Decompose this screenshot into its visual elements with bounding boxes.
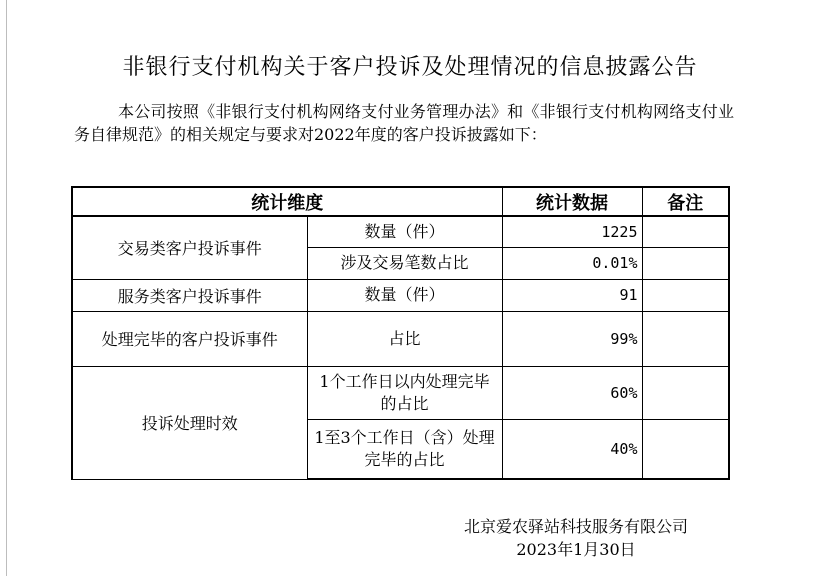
- value-cell: 0.01%: [502, 247, 642, 279]
- value-cell: 99%: [502, 311, 642, 366]
- note-cell: [642, 247, 729, 279]
- metric-cell: 占比: [307, 311, 502, 366]
- table-row: [72, 366, 729, 419]
- metric-cell: 涉及交易笔数占比: [307, 247, 502, 279]
- signature-block: [464, 515, 688, 561]
- page-title: 非银行支付机构关于客户投诉及处理情况的信息披露公告: [122, 55, 698, 80]
- note-cell: [642, 279, 729, 311]
- complaint-statistics-table: [71, 186, 730, 480]
- metric-cell: 1个工作日以内处理完毕的占比: [307, 366, 502, 419]
- value-cell: 60%: [502, 366, 642, 419]
- value-cell: 91: [502, 279, 642, 311]
- metric-cell: 1至3个工作日（含）处理完毕的占比: [307, 419, 502, 479]
- header-dimension: 统计维度: [72, 187, 502, 216]
- intro-paragraph: 本公司按照《非银行支付机构网络支付业务管理办法》和《非银行支付机构网络支付业务自律规范》的相关规定与要求对2022年度的客户投诉披露如下：: [74, 102, 734, 144]
- category-cell: 处理完毕的客户投诉事件: [72, 311, 307, 366]
- header-data: 统计数据: [502, 187, 642, 216]
- table-row: [72, 279, 729, 311]
- table-row: [72, 311, 729, 366]
- category-cell: 服务类客户投诉事件: [72, 279, 307, 311]
- metric-cell: 数量（件）: [307, 279, 502, 311]
- header-note: 备注: [642, 187, 729, 216]
- table-row: [72, 216, 729, 247]
- note-cell: [642, 366, 729, 419]
- value-cell: 1225: [502, 216, 642, 247]
- announcement-date: 2023年1月30日: [516, 540, 636, 559]
- metric-cell: 数量（件）: [307, 216, 502, 247]
- category-cell: 投诉处理时效: [72, 366, 307, 479]
- note-cell: [642, 216, 729, 247]
- category-cell: 交易类客户投诉事件: [72, 216, 307, 279]
- page-edge: [6, 0, 7, 576]
- note-cell: [642, 419, 729, 479]
- company-name: 北京爱农驿站科技服务有限公司: [463, 517, 688, 536]
- note-cell: [642, 311, 729, 366]
- value-cell: 40%: [502, 419, 642, 479]
- table-header-row: [72, 187, 729, 216]
